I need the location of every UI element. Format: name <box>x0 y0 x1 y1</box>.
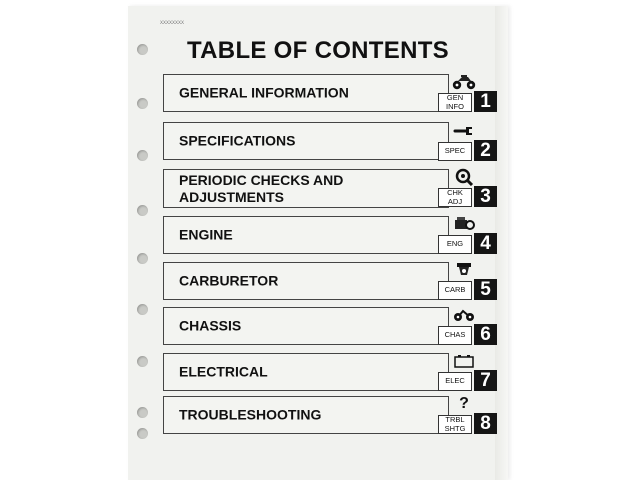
toc-entry-label: SPECIFICATIONS <box>179 132 296 149</box>
binder-hole <box>137 356 148 367</box>
tab-number: 3 <box>474 186 497 207</box>
toc-entry-label: GENERAL INFORMATION <box>179 84 349 101</box>
binder-hole <box>137 205 148 216</box>
toc-entry-general-information[interactable] <box>163 74 449 112</box>
toc-entry-label: PERIODIC CHECKS AND ADJUSTMENTS <box>179 171 344 205</box>
page-title: TABLE OF CONTENTS <box>187 37 449 64</box>
toc-entry-label: TROUBLESHOOTING <box>179 406 322 423</box>
chassis-icon <box>450 306 478 324</box>
section-tab-3[interactable] <box>436 167 500 208</box>
tab-number: 8 <box>474 413 497 434</box>
wrench-icon <box>450 122 478 140</box>
section-tab-4[interactable] <box>436 214 500 255</box>
tab-number: 7 <box>474 370 497 391</box>
tab-abbreviation: GEN INFO <box>438 93 472 112</box>
section-tab-2[interactable] <box>436 121 500 162</box>
binder-hole <box>137 304 148 315</box>
toc-entry-label: ELECTRICAL <box>179 363 268 380</box>
section-tab-6[interactable] <box>436 305 500 346</box>
tab-abbreviation: CARB <box>438 281 472 300</box>
tab-abbreviation: ELEC <box>438 372 472 391</box>
binder-hole <box>137 428 148 439</box>
toc-entry-label: ENGINE <box>179 226 233 243</box>
battery-icon <box>450 352 478 370</box>
binder-hole <box>137 407 148 418</box>
section-tab-1[interactable] <box>436 72 500 113</box>
binder-hole <box>137 98 148 109</box>
tab-number: 5 <box>474 279 497 300</box>
toc-entry-label: CHASSIS <box>179 317 242 334</box>
section-tab-8[interactable] <box>436 394 500 435</box>
binder-hole <box>137 44 148 55</box>
toc-entry-periodic-checks[interactable] <box>163 169 449 208</box>
gear-magnifier-icon <box>450 168 478 186</box>
tab-abbreviation: TRBL SHTG <box>438 415 472 434</box>
engine-icon <box>450 215 478 233</box>
toc-entry-electrical[interactable] <box>163 353 449 391</box>
tab-number: 4 <box>474 233 497 254</box>
carburetor-icon <box>450 261 478 279</box>
tab-abbreviation: CHK ADJ <box>438 188 472 207</box>
question-icon: ? <box>459 395 469 412</box>
tab-abbreviation: ENG <box>438 235 472 254</box>
tab-number: 6 <box>474 324 497 345</box>
section-tab-5[interactable] <box>436 260 500 301</box>
toc-entry-engine[interactable] <box>163 216 449 254</box>
toc-entry-label: CARBURETOR <box>179 272 279 289</box>
tab-abbreviation: SPEC <box>438 142 472 161</box>
toc-entry-specifications[interactable] <box>163 122 449 160</box>
section-tab-7[interactable] <box>436 351 500 392</box>
toc-entry-carburetor[interactable] <box>163 262 449 300</box>
tab-number: 1 <box>474 91 497 112</box>
toc-entry-chassis[interactable] <box>163 307 449 345</box>
document-code: XXXXXXXX <box>160 20 185 26</box>
atv-icon <box>450 73 478 91</box>
binder-hole <box>137 150 148 161</box>
tab-number: 2 <box>474 140 497 161</box>
toc-entry-troubleshooting[interactable] <box>163 396 449 434</box>
tab-abbreviation: CHAS <box>438 326 472 345</box>
binder-hole <box>137 253 148 264</box>
